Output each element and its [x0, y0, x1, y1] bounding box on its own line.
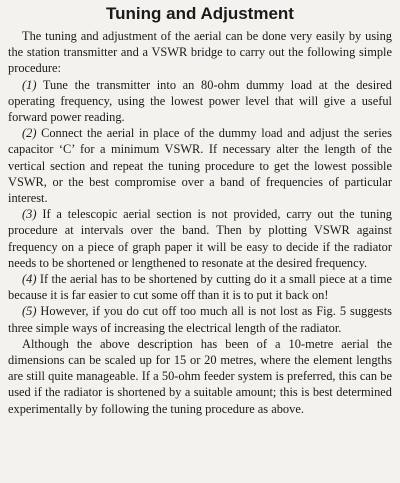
- step-5-number: (5): [22, 304, 37, 319]
- step-2-paragraph: [8, 125, 392, 206]
- step-3-number: (3): [22, 207, 37, 222]
- step-4-text: If the aerial has to be shortened by cutting do it a small piece at a time because it is far easier to cut some off than it is to put it back on!: [8, 272, 392, 303]
- step-4-paragraph: [8, 271, 392, 303]
- step-1-paragraph: [8, 77, 392, 126]
- step-4-number: (4): [22, 272, 37, 287]
- step-1-text: Tune the transmitter into an 80-ohm dummy load at the desired operating frequency, using the lowest power level that will give a useful forward power reading.: [8, 77, 392, 125]
- step-2-number: (2): [22, 126, 37, 141]
- intro-paragraph: The tuning and adjustment of the aerial can be done very easily by using the station transmitter and a VSWR bridge to carry out the following simple procedure:: [8, 29, 392, 76]
- step-3-paragraph: [8, 206, 392, 271]
- step-3-text: If a telescopic aerial section is not provided, carry out the tuning procedure at intervals over the band. Then by plotting VSWR against frequency on a piece of graph paper it will be easy to decide if the radiator needs to be shortened or lengthened to resonate at the desired frequency.: [8, 207, 392, 270]
- step-5-text: However, if you do cut off too much all is not lost as Fig. 5 suggests three simple ways of increasing the electrical length of the radiator.: [8, 304, 392, 335]
- article-title: Tuning and Adjustment: [106, 4, 294, 23]
- step-1-number: (1): [22, 77, 37, 92]
- step-5-paragraph: [8, 303, 392, 335]
- step-2-text: Connect the aerial in place of the dummy load and adjust the series capacitor ‘C’ for a minimum VSWR. If necessary alter the length of the vertical section and repeat the tuning procedure to get the lowest possible VSWR, or the best compromise over a band of frequencies of particular interest.: [8, 126, 392, 206]
- closing-paragraph: Although the above description has been of a 10-metre aerial the dimensions can be scaled up for 15 or 20 metres, where the element lengths are still quite manageable. If a 50-ohm feeder system is preferred, this can be used if the radiator is shortened by a suitable amount; this is best determined experimentally by following the tuning procedure as above.: [8, 336, 392, 416]
